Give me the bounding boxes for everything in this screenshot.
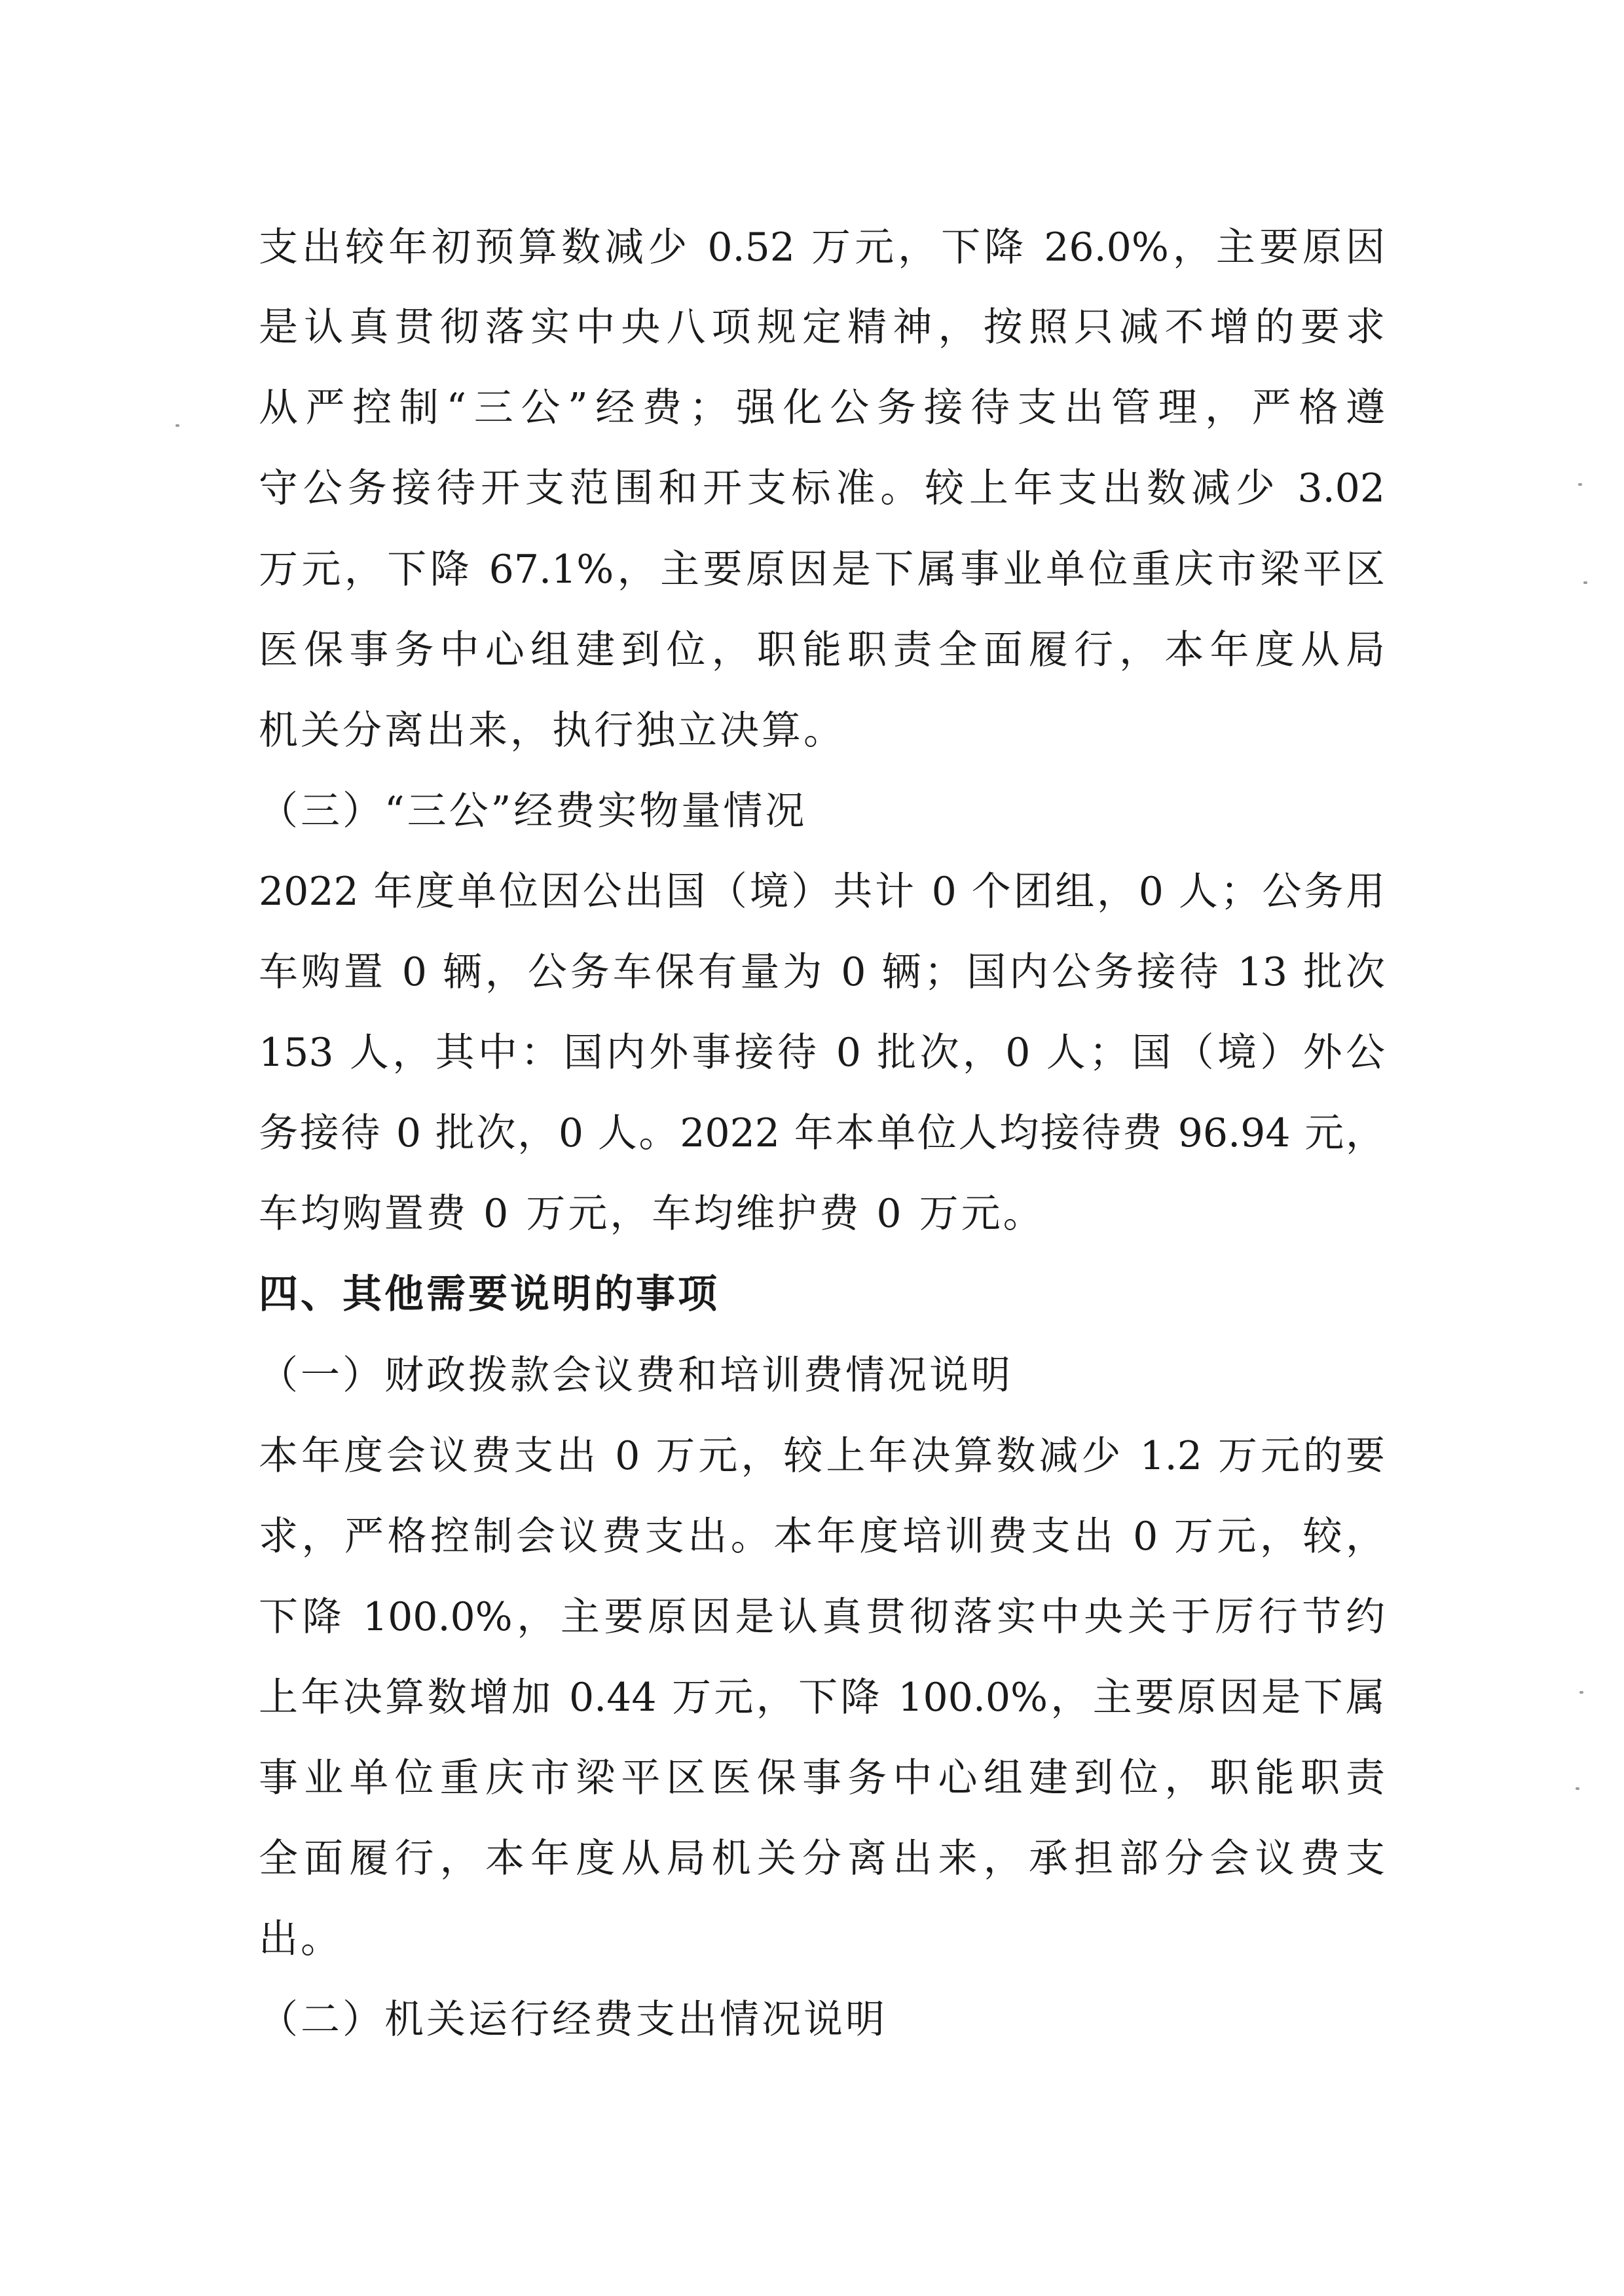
paragraph-line: 务接待 0 批次，0 人。2022 年本单位人均接待费 96.94 元，	[259, 1110, 1385, 1156]
paragraph-line: 机关分离出来，执行独立决算。	[259, 708, 845, 754]
paragraph-line: 求，严格控制会议费支出。本年度培训费支出 0 万元，较，	[259, 1514, 1385, 1559]
paragraph-line: 上年决算数增加 0.44 万元，下降 100.0%，主要原因是下属	[259, 1675, 1385, 1721]
paragraph-line: 车购置 0 辆，公务车保有量为 0 辆；国内公务接待 13 批次	[259, 949, 1385, 995]
paragraph-line: 支出较年初预算数减少 0.52 万元，下降 26.0%，主要原因	[259, 225, 1385, 270]
scan-speck	[1579, 1691, 1583, 1694]
scan-speck	[175, 424, 179, 427]
paragraph-line: 是认真贯彻落实中央八项规定精神，按照只减不增的要求	[259, 304, 1385, 350]
paragraph-line: 下降 100.0%，主要原因是认真贯彻落实中央关于厉行节约	[259, 1594, 1385, 1640]
paragraph-line: 全面履行，本年度从局机关分离出来，承担部分会议费支	[259, 1836, 1385, 1882]
paragraph-line: 事业单位重庆市梁平区医保事务中心组建到位，职能职责	[259, 1755, 1385, 1801]
paragraph-line: 本年度会议费支出 0 万元，较上年决算数减少 1.2 万元的要	[259, 1433, 1385, 1479]
scan-speck	[1578, 483, 1582, 486]
subsection-heading: （一）财政拨款会议费和培训费情况说明	[259, 1353, 1013, 1398]
section-heading: 四、其他需要说明的事项	[259, 1271, 720, 1317]
paragraph-line: 出。	[259, 1916, 342, 1962]
paragraph-line: 2022 年度单位因公出国（境）共计 0 个团组，0 人；公务用	[259, 869, 1385, 915]
paragraph-line: 车均购置费 0 万元，车均维护费 0 万元。	[259, 1191, 1045, 1237]
subsection-heading: （二）机关运行经费支出情况说明	[259, 1997, 887, 2043]
scan-speck	[1583, 581, 1587, 584]
subsection-heading: （三）“三公”经费实物量情况	[259, 788, 807, 834]
paragraph-line: 守公务接待开支范围和开支标准。较上年支出数减少 3.02	[259, 465, 1385, 511]
paragraph-line: 153 人，其中：国内外事接待 0 批次，0 人；国（境）外公	[259, 1030, 1385, 1076]
paragraph-line: 从严控制“三公”经费；强化公务接待支出管理，严格遵	[259, 385, 1385, 431]
paragraph-line: 万元，下降 67.1%，主要原因是下属事业单位重庆市梁平区	[259, 547, 1385, 592]
scan-speck	[1576, 1787, 1579, 1790]
paragraph-line: 医保事务中心组建到位，职能职责全面履行，本年度从局	[259, 627, 1385, 673]
